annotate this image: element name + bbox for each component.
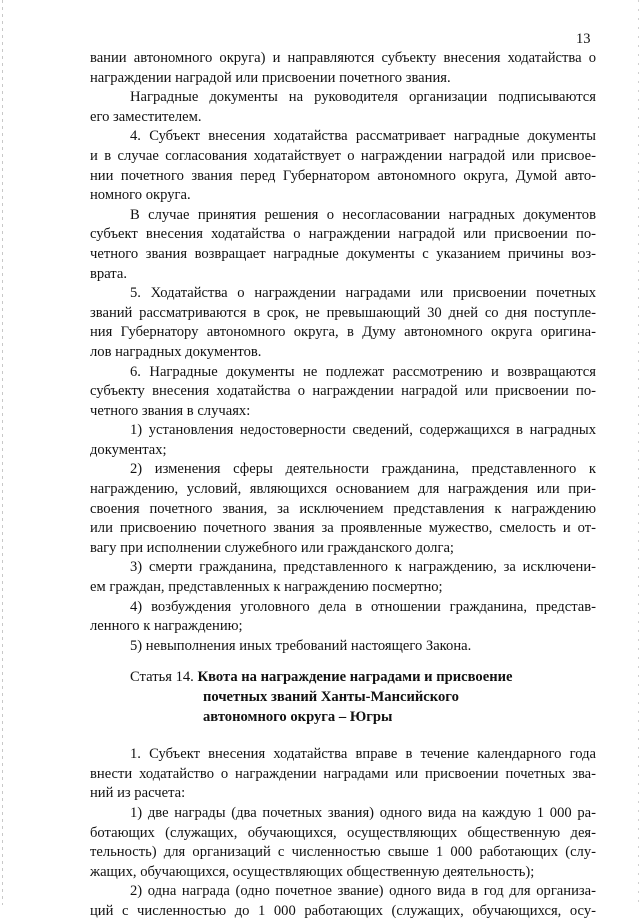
text-line: ленного к награждению; xyxy=(90,618,243,635)
text-line: награждению, условий, являющихся основанием для награждения или при- xyxy=(90,481,596,498)
text-line: его заместителем. xyxy=(90,108,202,125)
text-line: субъекту внесения ходатайства о награждении наградой или присвоении по- xyxy=(90,383,596,400)
text-line: званий рассматриваются в срок, не превышающий 30 дней со дня поступле- xyxy=(90,304,596,321)
text-line: ботающих (служащих, обучающихся, осуществляющих общественную дея- xyxy=(90,824,596,841)
text-line: 4) возбуждения уголовного дела в отношении гражданина, представ- xyxy=(130,598,596,615)
article-number: Статья 14. xyxy=(130,669,194,686)
article-title-line: Квота на награждение наградами и присвоение xyxy=(197,669,513,686)
article-title-line: почетных званий Ханты-Мансийского xyxy=(203,689,459,705)
text-line: тельность) для организаций с численностью свыше 1 000 работающих (слу- xyxy=(90,844,596,861)
text-line: Наградные документы на руководителя организации подписываются xyxy=(130,89,596,106)
text-line: четного звания возвращает наградные документы с указанием причины воз- xyxy=(90,245,596,262)
text-line: врата. xyxy=(90,265,127,282)
text-line: 1) установления недостоверности сведений, содержащихся в наградных xyxy=(130,422,596,439)
text-line: и в случае согласования ходатайствует о награждении наградой или присвое- xyxy=(90,147,596,164)
text-line: 5) невыполнения иных требований настоящего Закона. xyxy=(130,637,472,654)
text-line: 4. Субъект внесения ходатайства рассматривает наградные документы xyxy=(130,128,596,145)
text-line: 6. Наградные документы не подлежат рассмотрению и возвращаются xyxy=(130,363,596,380)
spacer xyxy=(90,656,596,668)
text-line: В случае принятия решения о несогласовании наградных документов xyxy=(130,206,596,223)
text-line: документах; xyxy=(90,441,167,458)
text-line: лов наградных документов. xyxy=(90,343,262,360)
text-line: 2) одна награда (одно почетное звание) одного вида в год для организа- xyxy=(130,883,596,900)
text-line: жащих, обучающихся, осуществляющих общественную деятельность); xyxy=(90,863,535,880)
text-line: ния Губернатору автономного округа, в Думу автономного округа оригина- xyxy=(90,324,596,341)
text-line: нии почетного звания перед Губернатором автономного округа, Думой авто- xyxy=(90,167,596,184)
text-line: ний из расчета: xyxy=(90,785,186,802)
text-line: номного округа. xyxy=(90,187,191,204)
paragraphs-before-article xyxy=(90,49,596,656)
text-line: 3) смерти гражданина, представленного к награждению, за исключени- xyxy=(130,559,596,576)
scan-edge-left xyxy=(2,0,3,905)
text-line: 1) две награды (два почетных звания) одного вида на каждую 1 000 ра- xyxy=(130,804,596,821)
article-heading-first-line xyxy=(130,668,596,688)
text-line: своения почетного звания, за исключением представления к награждению xyxy=(90,500,596,517)
paragraphs-after-article xyxy=(90,745,596,921)
scan-edge-right xyxy=(638,0,639,905)
article-title-line: автономного округа – Югры xyxy=(203,708,393,725)
text-line: вагу при исполнении служебного или гражданского долга; xyxy=(90,539,454,556)
text-line: четного звания в случаях: xyxy=(90,402,251,419)
page-number: 13 xyxy=(576,31,591,47)
text-line: субъект внесения ходатайства о награждении наградой или присвоении по- xyxy=(90,226,596,243)
text-line: 5. Ходатайства о награждении наградами или присвоении почетных xyxy=(130,285,596,302)
text-line: ций с численностью до 1 000 работающих (служащих, обучающихся, осу- xyxy=(90,902,596,919)
text-line: 1. Субъект внесения ходатайства вправе в течение календарного года xyxy=(130,746,596,763)
text-line: награждении наградой или присвоении почетного звания. xyxy=(90,69,451,86)
article-heading xyxy=(130,668,596,727)
text-line: или присвоению почетного звания за проявленные мужество, смелость и от- xyxy=(90,520,596,537)
text-line: вании автономного округа) и направляются субъекту внесения ходатайства о xyxy=(90,50,596,66)
text-line: внести ходатайство о награждении наградами или присвоении почетных зва- xyxy=(90,765,596,782)
document-body xyxy=(90,49,596,922)
text-line: 2) изменения сферы деятельности гражданина, представленного к xyxy=(130,461,596,478)
text-line: ем граждан, представленных к награждению посмертно; xyxy=(90,579,443,596)
spacer xyxy=(90,727,596,745)
